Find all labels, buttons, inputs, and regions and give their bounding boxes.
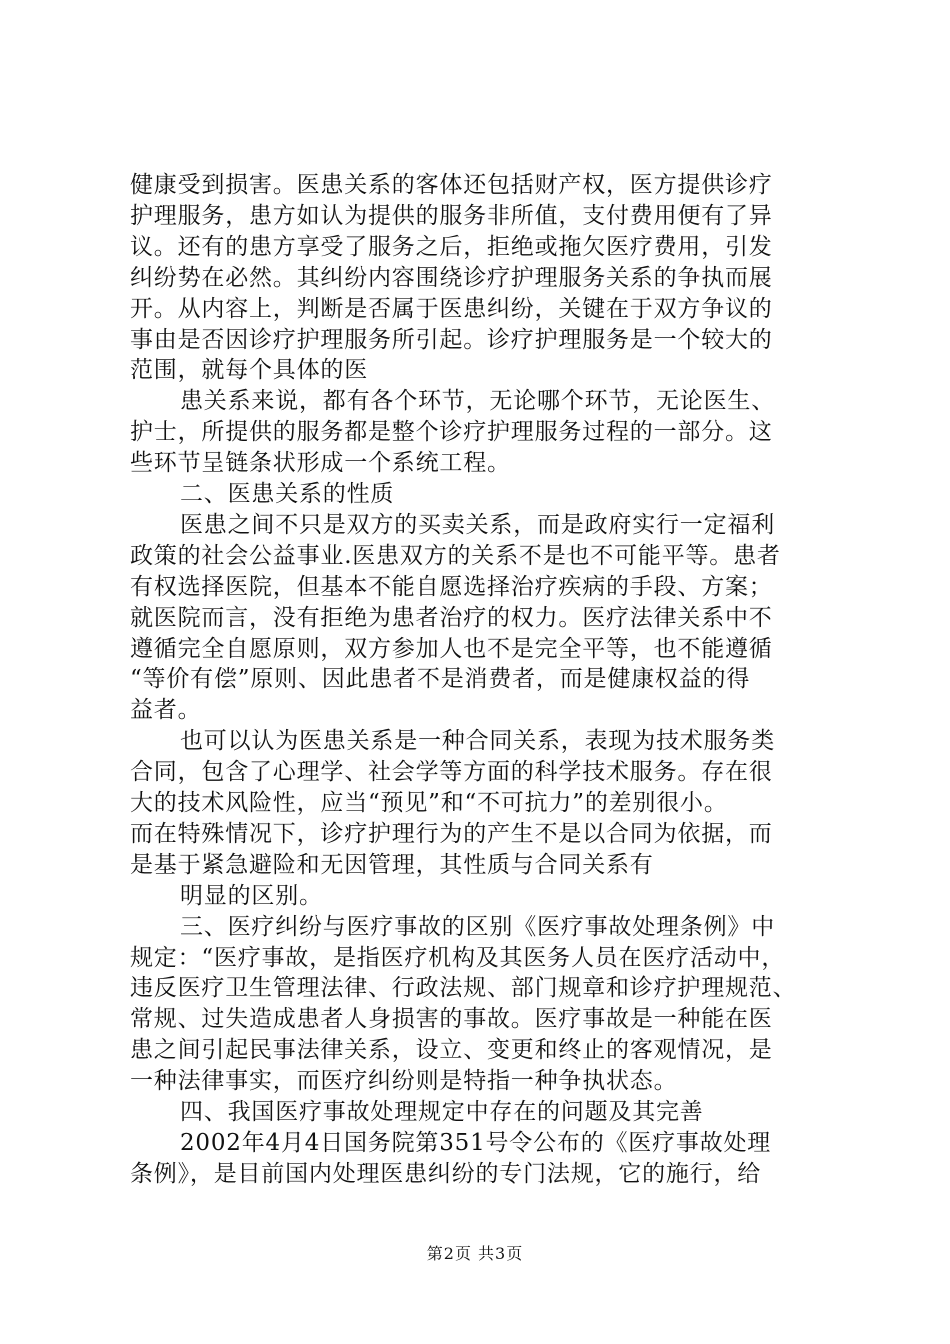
text-line: 患关系来说，都有各个环节，无论哪个环节，无论医生、 (180, 388, 775, 415)
text-line: 事由是否因诊疗护理服务所引起。诊疗护理服务是一个较大的 (130, 326, 773, 353)
text-line: 规定：“医疗事故，是指医疗机构及其医务人员在医疗活动中， (130, 944, 786, 971)
text-line: 护士，所提供的服务都是整个诊疗护理服务过程的一部分。这 (130, 419, 773, 446)
text-line: 范围，就每个具体的医 (130, 357, 368, 384)
text-line: 护理服务，患方如认为提供的服务非所值，支付费用便有了异 (130, 202, 773, 229)
text-line: 是基于紧急避险和无因管理，其性质与合同关系有 (130, 851, 654, 878)
text-line: 大的技术风险性，应当“预见”和“不可抗力”的差别很小。 (130, 790, 728, 816)
text-line: 明显的区别。 (180, 882, 323, 909)
section-heading: 三、医疗纠纷与医疗事故的区别《医疗事故处理条例》中 (180, 913, 775, 940)
text-line: 而在特殊情况下，诊疗护理行为的产生不是以合同为依据，而 (130, 820, 773, 847)
section-heading: 四、我国医疗事故处理规定中存在的问题及其完善 (180, 1099, 704, 1125)
section-heading: 二、医患关系的性质 (180, 481, 395, 507)
text-line: 医患之间不只是双方的买卖关系，而是政府实行一定福利 (180, 511, 775, 538)
text-line: 患之间引起民事法律关系，设立、变更和终止的客观情况，是 (130, 1037, 773, 1064)
text-line: 遵循完全自愿原则，双方参加人也不是完全平等，也不能遵循 (130, 635, 773, 662)
text-line: 违反医疗卫生管理法律、行政法规、部门规章和诊疗护理规范、 (130, 975, 797, 1002)
text-line: 就医院而言，没有拒绝为患者治疗的权力。医疗法律关系中不 (130, 604, 773, 631)
text-line: 合同，包含了心理学、社会学等方面的科学技术服务。存在很 (130, 759, 773, 786)
text-line: 益者。 (130, 697, 202, 724)
text-line: 纠纷势在必然。其纠纷内容围绕诊疗护理服务关系的争执而展 (130, 264, 773, 291)
text-line: 有权选择医院，但基本不能自愿选择治疗疾病的手段、方案； (130, 573, 773, 600)
text-line: 条例》，是目前国内处理医患纠纷的专门法规，它的施行，给 (130, 1160, 762, 1187)
text-line: 些环节呈链条状形成一个系统工程。 (130, 450, 511, 477)
text-line: 2002年4月4日国务院第351号令公布的《医疗事故处理 (180, 1129, 772, 1156)
text-line: 也可以认为医患关系是一种合同关系，表现为技术服务类 (180, 728, 775, 755)
text-line: “等价有偿”原则、因此患者不是消费者，而是健康权益的得 (130, 666, 751, 693)
page-footer (0, 1242, 950, 1266)
text-line: 健康受到损害。医患关系的客体还包括财产权，医方提供诊疗 (130, 172, 773, 198)
text-line: 常规、过失造成患者人身损害的事故。医疗事故是一种能在医 (130, 1006, 773, 1033)
text-line: 开。从内容上，判断是否属于医患纠纷，关键在于双方争议的 (130, 295, 773, 322)
text-line: 一种法律事实，而医疗纠纷则是特指一种争执状态。 (130, 1068, 678, 1095)
text-line: 政策的社会公益事业.医患双方的关系不是也不可能平等。患者 (130, 542, 781, 569)
text-line: 议。还有的患方享受了服务之后，拒绝或拖欠医疗费用，引发 (130, 233, 773, 260)
page-number: 第2页 共3页 (426, 1244, 524, 1263)
